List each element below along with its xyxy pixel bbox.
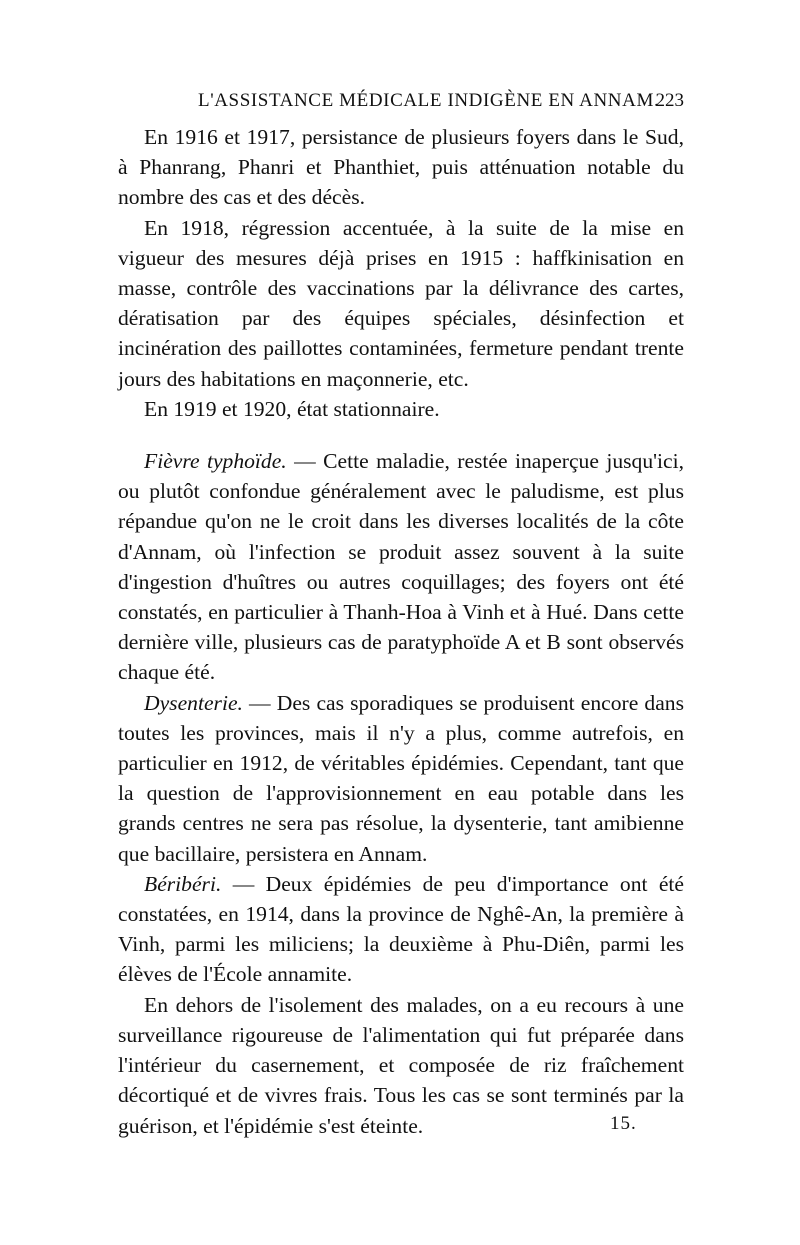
section-text-beriberi: — Deux épidémies de peu d'importance ont été constatées, en 1914, dans la province de Nghê-An, la première à Vinh, parmi les miliciens; la deuxième à Phu-Diên, parmi les élèves de l'École annamite. xyxy=(118,871,684,987)
paragraph-plague-1919: En 1919 et 1920, état stationnaire. xyxy=(144,396,440,421)
section-title-typhoid-fever: Fièvre typhoïde. xyxy=(144,449,287,474)
paragraph-plague-1918: En 1918, régression accentuée, à la suite de la mise en vigueur des mesures déjà prises en 1915 : haffkinisation en masse, contrôle des vaccinations par la délivrance des cartes, dératisation par des équipes spéciales, désinfection et incinération des paillottes contaminées, fermeture pendant trente jours des habitations en maçonnerie, etc. xyxy=(118,215,684,391)
section-text-typhoid-fever: — Cette maladie, restée inaperçue jusqu'ici, ou plutôt confondue généralement avec le paludisme, est plus répandue qu'on ne le croit dans les diverses localités de la côte d'Annam, où l'infection se produit assez souvent à la suite d'ingestion d'huîtres ou autres coquillages; des foyers ont été constatés, en particulier à Thanh-Hoa à Vinh et à Hué. Dans cette dernière ville, plusieurs cas de paratyphoïde A et B sont observés chaque été. xyxy=(118,449,685,685)
section-dysentery xyxy=(118,688,684,869)
section-title-dysentery: Dysenterie. xyxy=(144,690,243,715)
running-head xyxy=(118,90,684,120)
body-text xyxy=(118,122,684,1141)
paragraph-beriberi-continuation: En dehors de l'isolement des malades, on a eu recours à une surveillance rigoureuse de l'alimentation qui fut préparée dans l'intérieur du casernement, et composée de riz fraîchement décortiqué et de vivres frais. Tous les cas se sont terminés par la guérison, et l'épidémie s'est éteinte. xyxy=(118,992,684,1138)
paragraph-plague-1916: En 1916 et 1917, persistance de plusieurs foyers dans le Sud, à Phanrang, Phanri et Phanthiet, puis atténuation notable du nombre des cas et des décès. xyxy=(118,125,684,210)
running-title: L'ASSISTANCE MÉDICALE INDIGÈNE EN ANNAM. xyxy=(198,90,660,111)
section-beriberi xyxy=(118,869,684,990)
section-text-dysentery: — Des cas sporadiques se produisent encore dans toutes les provinces, mais il n'y a plus, comme autrefois, en particulier en 1912, de véritables épidémies. Cependant, tant que la question de l'approvisionnement en eau potable dans les grands centres ne sera pas résolue, la dysenterie, tant amibienne que bacillaire, persistera en Annam. xyxy=(118,690,684,866)
page-number: 223 xyxy=(655,90,684,111)
signature-mark: 15. xyxy=(610,1113,637,1134)
section-typhoid-fever xyxy=(118,446,684,688)
section-title-beriberi: Béribéri. xyxy=(144,871,222,896)
